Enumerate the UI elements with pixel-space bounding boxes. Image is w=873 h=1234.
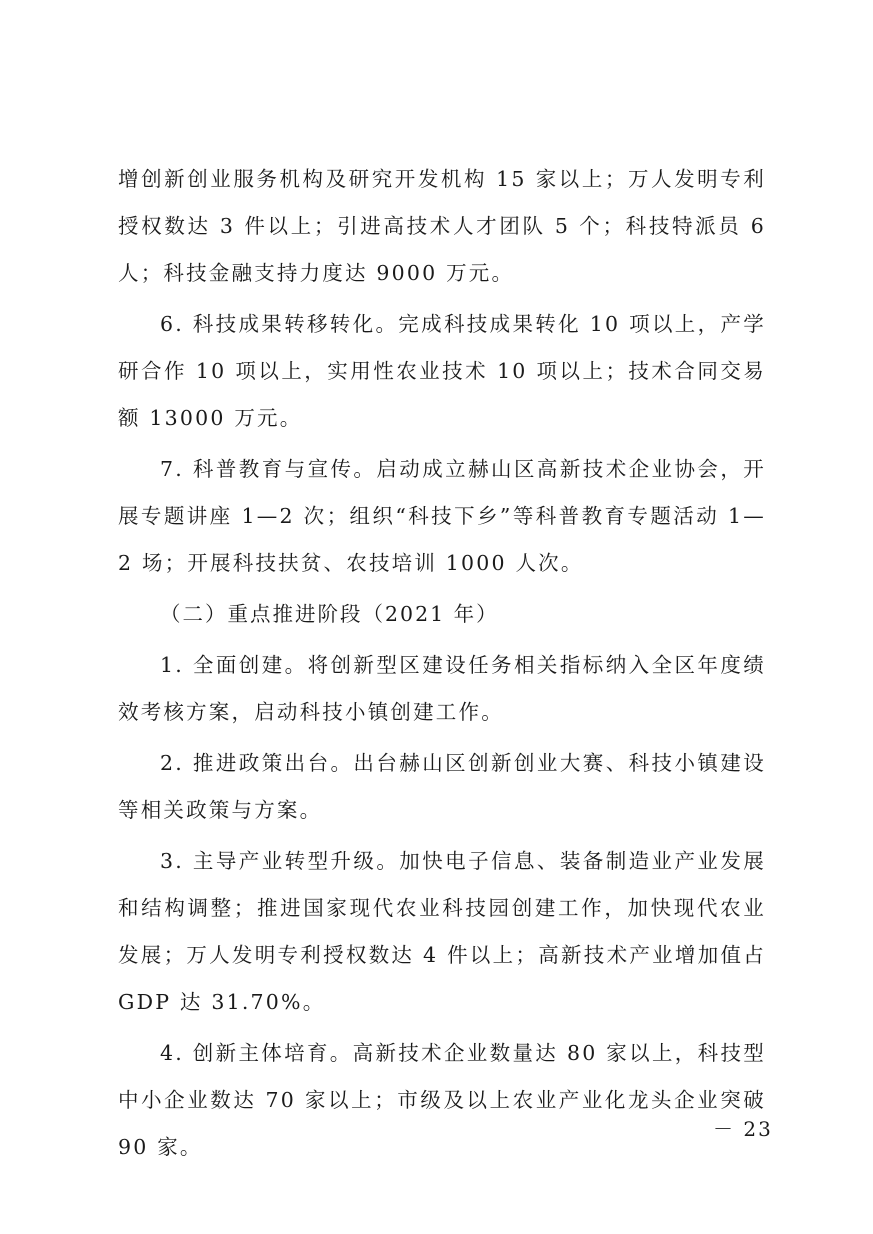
document-body [118,156,766,1175]
paragraph-item-6: 6. 科技成果转移转化。完成科技成果转化 10 项以上，产学研合作 10 项以上，实用性农业技术 10 项以上；技术合同交易额 13000 万元。 [118,312,766,430]
section-heading: （二）重点推进阶段（2021 年） [160,602,499,626]
paragraph-item-2: 2. 推进政策出台。出台赫山区创新创业大赛、科技小镇建设等相关政策与方案。 [118,751,766,822]
paragraph-item-4: 4. 创新主体培育。高新技术企业数量达 80 家以上，科技型中小企业数达 70 家以上；市级及以上农业产业化龙头企业突破 90 家。 [118,1041,766,1159]
paragraph-item-1: 1. 全面创建。将创新型区建设任务相关指标纳入全区年度绩效考核方案，启动科技小镇创建工作。 [118,653,766,724]
page-number: － 23 [713,1117,773,1141]
paragraph-item-7: 7. 科普教育与宣传。启动成立赫山区高新技术企业协会，开展专题讲座 1—2 次；组织“科技下乡”等科普教育专题活动 1—2 场；开展科技扶贫、农技培训 1000 人次。 [118,457,766,575]
paragraph-item-3: 3. 主导产业转型升级。加快电子信息、装备制造业产业发展和结构调整；推进国家现代农业科技园创建工作，加快现代农业发展；万人发明专利授权数达 4 件以上；高新技术产业增加值占 GDP 达 31.70%。 [118,849,766,1014]
paragraph-continuation: 增创新创业服务机构及研究开发机构 15 家以上；万人发明专利授权数达 3 件以上；引进高技术人才团队 5 个；科技特派员 6 人；科技金融支持力度达 9000 万元。 [118,167,766,285]
